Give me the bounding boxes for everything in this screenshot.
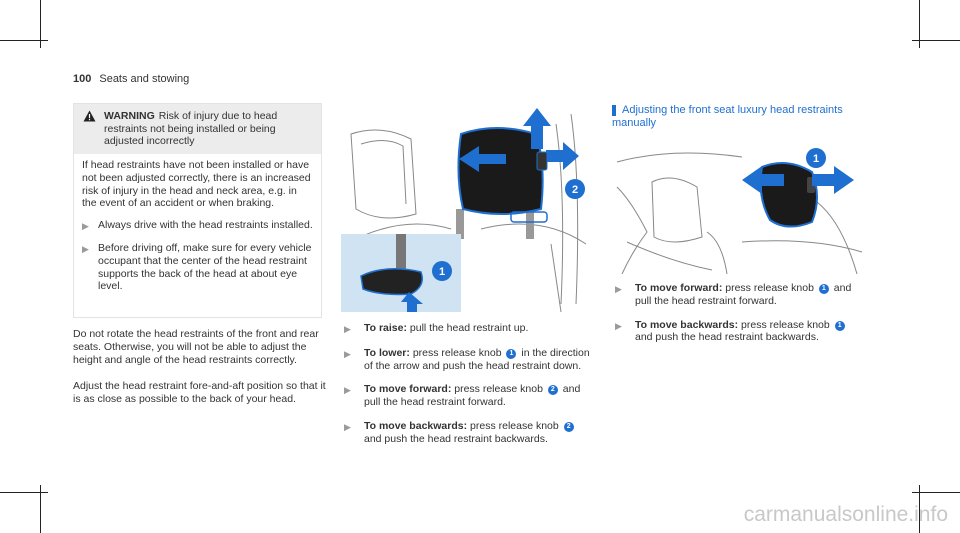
step-item: ▶ To raise: pull the head restraint up.: [341, 322, 591, 336]
section-name: Seats and stowing: [99, 73, 190, 85]
figure-luxury-head-restraint: [612, 142, 864, 274]
warning-bullet: ▶ Always drive with the head restraints installed.: [82, 219, 313, 232]
bullet-arrow-icon: ▶: [82, 221, 89, 232]
warning-label: WARNING: [104, 110, 155, 122]
bullet-arrow-icon: ▶: [344, 385, 351, 396]
paragraph: Do not rotate the head restraints of the front and rear seats. Otherwise, you will not be able to adjust the height and angle of the head restraints correctly.: [73, 328, 319, 366]
crop-mark: [912, 492, 960, 493]
bullet-arrow-icon: ▶: [344, 421, 351, 432]
section-title: Adjusting the front seat luxury head restraints manually: [612, 104, 843, 129]
step-item: ▶ To move forward: press release knob 1 and pull the head restraint forward.: [612, 282, 864, 308]
page-number: 100: [73, 73, 92, 85]
bullet-arrow-icon: ▶: [344, 348, 351, 359]
step-item: ▶ To move backwards: press release knob 1 and push the head restraint backwards.: [612, 319, 864, 345]
luxury-head-restraint-illustration: [612, 142, 864, 274]
callout-badge: 2: [548, 385, 558, 395]
warning-header: [74, 104, 321, 154]
bullet-arrow-icon: ▶: [615, 284, 622, 294]
callout-1: 1: [438, 266, 446, 278]
crop-mark: [0, 40, 48, 41]
watermark: carmanualsonline.info: [743, 503, 948, 526]
bullet-arrow-icon: ▶: [615, 320, 622, 331]
page-header: [73, 73, 189, 85]
steps-front: [341, 322, 591, 457]
callout-badge: 1: [819, 284, 829, 294]
warning-bullet: ▶ Before driving off, make sure for every vehicle occupant that the center of the head restraint supports the back of the head at about eye level.: [82, 241, 312, 293]
callout-1: 1: [812, 153, 820, 165]
callout-2: 2: [571, 184, 579, 196]
crop-mark: [912, 40, 960, 41]
callout-badge: 1: [835, 321, 845, 331]
warning-triangle-icon: [83, 110, 96, 122]
bullet-arrow-icon: ▶: [82, 243, 89, 254]
steps-luxury: [612, 282, 864, 355]
step-item: ▶ To move forward: press release knob 2 and pull the head restraint forward.: [341, 383, 591, 409]
warning-text: If head restraints have not been installed or have not been adjusted correctly, there is an increased risk of injury in the head and neck area, e.g. in the event of an accident or when braking.: [82, 159, 311, 210]
warning-body: [74, 154, 321, 298]
paragraph: Adjust the head restraint fore-and-aft position so that it is as close as possible to the back of your head.: [73, 380, 326, 405]
step-item: ▶ To move backwards: press release knob 2 and push the head restraint backwards.: [341, 420, 591, 446]
head-restraint-illustration: [341, 104, 591, 312]
crop-mark: [0, 492, 48, 493]
warning-title: Risk of injury due to head restraints not being installed or being adjusted incorrectly: [104, 110, 278, 147]
callout-badge: 1: [506, 349, 516, 359]
callout-badge: 2: [564, 422, 574, 432]
warning-box: [73, 103, 322, 318]
bullet-arrow-icon: ▶: [344, 324, 351, 334]
figure-head-restraint: [341, 104, 591, 312]
step-item: ▶ To lower: press release knob 1 in the direction of the arrow and push the head restraint down.: [341, 347, 591, 373]
section-marker: [612, 105, 616, 116]
